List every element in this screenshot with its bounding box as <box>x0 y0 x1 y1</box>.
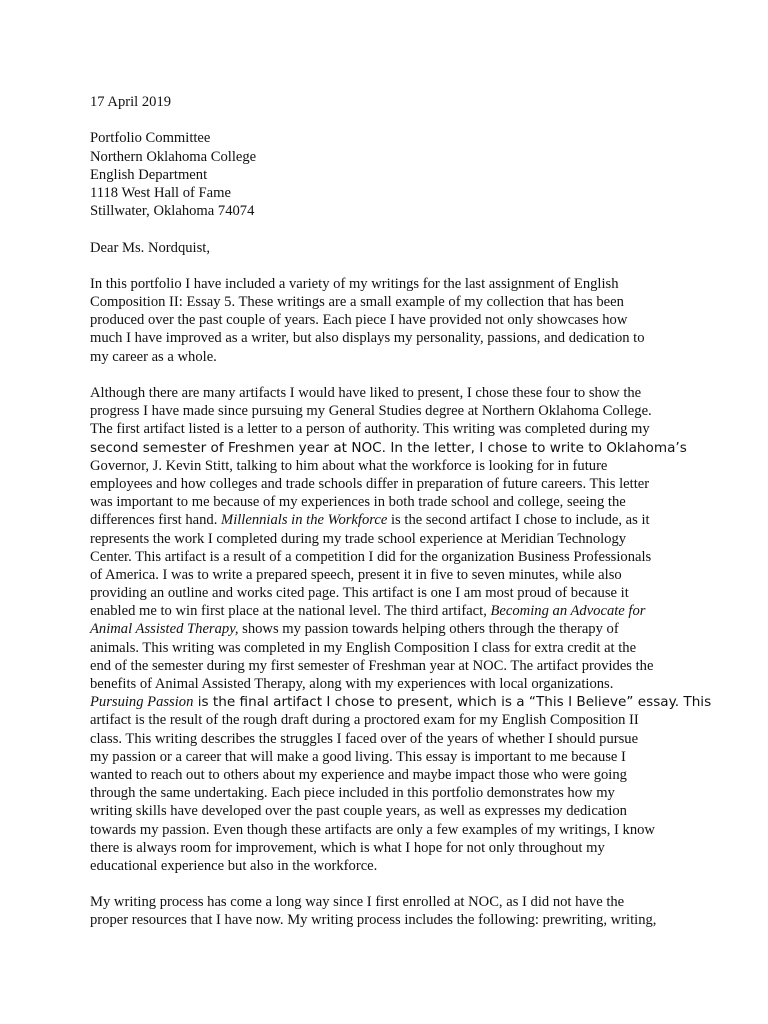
address-line: English Department <box>90 166 208 183</box>
paragraph-line: writing skills have developed over the past couple years, as well as expresses my dedication <box>90 803 627 820</box>
address-line: Northern Oklahoma College <box>90 148 257 165</box>
paragraph-line <box>90 602 690 620</box>
paragraph-line: second semester of Freshmen year at NOC. In the letter, I chose to write to Oklahoma’s <box>90 439 687 456</box>
paragraph-line: proper resources that I have now. My writing process includes the following: prewriting, writing, <box>90 912 657 929</box>
line-text: enabled me to win first place at the national level. The third artifact, <box>90 603 487 620</box>
paragraph-line: there is always room for improvement, which is what I hope for not only throughout my <box>90 839 605 856</box>
spacer <box>90 111 690 129</box>
paragraph-line: My writing process has come a long way since I first enrolled at NOC, as I did not have the <box>90 894 625 911</box>
paragraph-line: Composition II: Essay 5. These writings are a small example of my collection that has been <box>90 294 624 311</box>
paragraph-line: Governor, J. Kevin Stitt, talking to him about what the workforce is looking for in future <box>90 457 608 474</box>
paragraph-line: was important to me because of my experiences in both trade school and college, seeing the <box>90 494 626 511</box>
paragraph-line: The first artifact listed is a letter to a person of authority. This writing was completed during my <box>90 421 650 438</box>
line-text: shows my passion towards helping others through the therapy of <box>238 621 619 638</box>
artifact-title: Becoming an Advocate for <box>490 603 646 620</box>
paragraph-line: produced over the past couple of years. Each piece I have provided not only showcases how <box>90 312 628 329</box>
paragraph-line: through the same undertaking. Each piece included in this portfolio demonstrates how my <box>90 785 615 802</box>
spacer <box>90 257 690 275</box>
paragraph-line: my passion or a career that will make a good living. This essay is important to me because I <box>90 748 626 765</box>
paragraph-line: employees and how colleges and trade schools differ in preparation of future careers. This letter <box>90 475 650 492</box>
paragraph-line: Center. This artifact is a result of a competition I did for the organization Business Professionals <box>90 548 652 565</box>
address-line: 1118 West Hall of Fame <box>90 184 231 201</box>
paragraph-line: providing an outline and works cited page. This artifact is one I am most proud of because it <box>90 585 629 602</box>
paragraph-line: end of the semester during my first semester of Freshman year at NOC. The artifact provides the <box>90 657 654 674</box>
salutation: Dear Ms. Nordquist, <box>90 239 210 256</box>
paragraph-artifacts <box>90 384 712 875</box>
paragraph-line <box>90 511 690 529</box>
recipient-address <box>90 129 690 220</box>
paragraph-line: towards my passion. Even though these artifacts are only a few examples of my writings, I know <box>90 821 655 838</box>
artifact-title: Millennials in the Workforce <box>221 512 388 529</box>
artifact-title: Animal Assisted Therapy, <box>90 621 239 638</box>
line-text: is the second artifact I chose to include, as it <box>387 512 650 529</box>
paragraph-line: progress I have made since pursuing my General Studies degree at Northern Oklahoma College. <box>90 403 652 420</box>
paragraph-writing-process <box>90 893 690 929</box>
paragraph-line <box>90 693 712 711</box>
paragraph-line: represents the work I completed during my trade school experience at Meridian Technology <box>90 530 627 547</box>
paragraph-line: animals. This writing was completed in my English Composition I class for extra credit at the <box>90 639 637 656</box>
spacer <box>90 220 690 238</box>
paragraph-line: class. This writing describes the struggles I faced over of the years of whether I should pursue <box>90 730 639 747</box>
paragraph-line <box>90 620 690 638</box>
paragraph-line: my career as a whole. <box>90 348 217 365</box>
address-line: Stillwater, Oklahoma 74074 <box>90 203 255 220</box>
line-text: is the final artifact I chose to present, which is a “This I Believe” essay. This <box>193 694 712 711</box>
paragraph-line: wanted to reach out to others about my experience and maybe impact those who were going <box>90 766 627 783</box>
letter-body <box>90 93 712 930</box>
paragraph-line: benefits of Animal Assisted Therapy, along with my experiences with local organizations. <box>90 676 614 692</box>
address-line: Portfolio Committee <box>90 130 211 147</box>
paragraph-line: artifact is the result of the rough draft during a proctored exam for my English Composition II <box>90 712 639 729</box>
artifact-title: Pursuing Passion <box>90 694 194 711</box>
line-text: differences first hand. <box>90 512 218 529</box>
paragraph-intro <box>90 275 690 366</box>
paragraph-line: much I have improved as a writer, but also displays my personality, passions, and dedication to <box>90 330 645 347</box>
spacer <box>90 366 690 384</box>
letter-date: 17 April 2019 <box>90 94 172 110</box>
paragraph-line: Although there are many artifacts I would have liked to present, I chose these four to show the <box>90 385 642 401</box>
paragraph-line: of America. I was to write a prepared speech, present it in five to seven minutes, while also <box>90 566 622 583</box>
paragraph-line: educational experience but also in the workforce. <box>90 857 378 874</box>
spacer <box>90 875 690 893</box>
paragraph-line: In this portfolio I have included a variety of my writings for the last assignment of English <box>90 275 619 292</box>
